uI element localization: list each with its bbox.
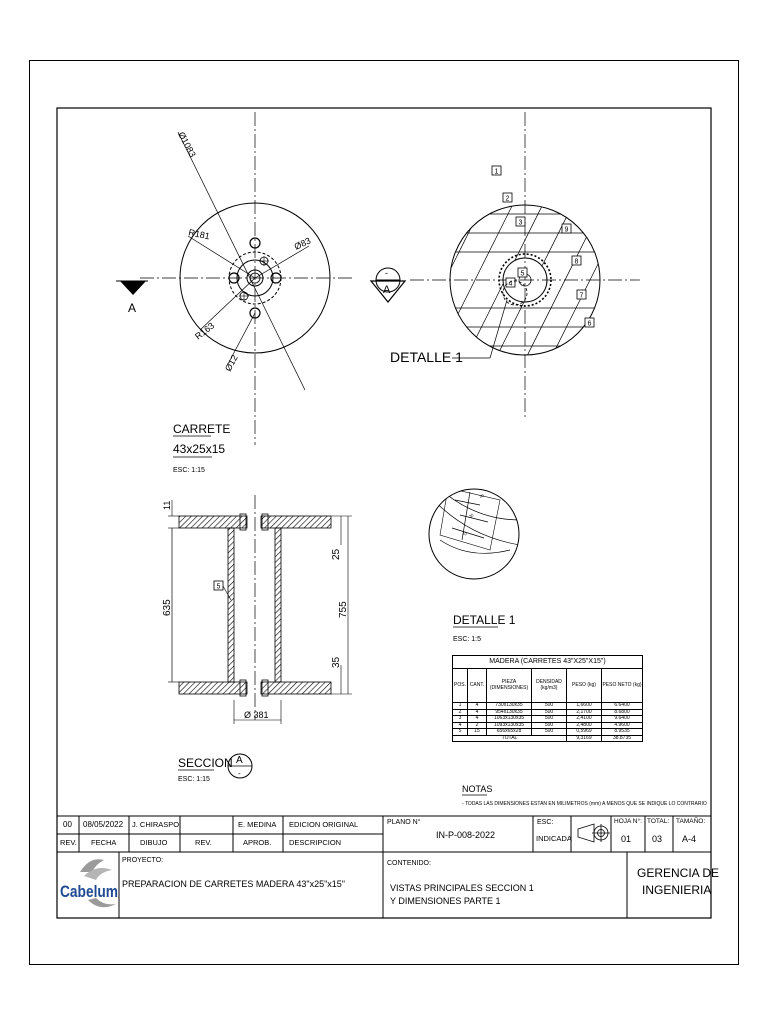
table-cell: 8.9535 xyxy=(602,729,643,736)
logo-text: Cabelum xyxy=(60,882,118,901)
table-total-peso: 9,3169 xyxy=(567,735,602,742)
tamano-label: TAMAÑO: xyxy=(676,818,706,825)
detail-title: DETALLE 1 xyxy=(453,613,516,627)
balloon-4: 4 xyxy=(508,280,513,288)
detail-scale: ESC: 1:5 xyxy=(453,636,482,643)
header-aprob: APROB. xyxy=(243,838,272,847)
table-cell: 6.6400 xyxy=(602,703,643,710)
table-cell: 8.6800 xyxy=(602,709,643,716)
hoja-value: 01 xyxy=(621,834,632,844)
header-dibujo: DIBUJO xyxy=(140,838,168,847)
proyecto-value: PREPARACION DE CARRETES MADERA 43"x25"x15" xyxy=(122,879,345,889)
section-view xyxy=(168,495,352,724)
rev-drawn: J. CHIRASPO xyxy=(132,820,180,829)
table-cell: 2,1700 xyxy=(567,709,602,716)
section-arrow-left xyxy=(120,281,146,295)
table-cell: 500 xyxy=(532,709,567,716)
part-5-label: 5 xyxy=(216,583,221,591)
balloon-3: 3 xyxy=(518,219,523,227)
front-view xyxy=(140,112,355,445)
section-scale: ESC: 1:15 xyxy=(178,776,210,783)
carrete-scale: ESC: 1:15 xyxy=(173,467,205,474)
table-header: CANT. xyxy=(468,669,487,703)
table-header: PIEZA (DIMENSIONES) xyxy=(487,669,532,703)
detail-view xyxy=(429,480,520,579)
table-cell: 1,6600 xyxy=(567,703,602,710)
detail-dim-c: 10 xyxy=(461,530,468,537)
table-cell: 4.9600 xyxy=(602,722,643,729)
section-title: SECCION xyxy=(178,756,233,770)
carrete-title: CARRETE xyxy=(173,422,231,436)
dim-d1083: Ø1083 xyxy=(176,130,198,159)
table-cell: 2 xyxy=(453,709,468,716)
table-cell: 730x130x35 xyxy=(487,703,532,710)
table-cell: 3 xyxy=(453,716,468,723)
table-cell: 4 xyxy=(468,709,487,716)
notes-title: NOTAS xyxy=(462,784,493,794)
contenido-line1: VISTAS PRINCIPALES SECCION 1 xyxy=(390,883,534,893)
table-cell: 9.6400 xyxy=(602,716,643,723)
contenido-label: CONTENIDO: xyxy=(387,860,431,867)
dim-25: 25 xyxy=(331,548,342,560)
table-cell: 2 xyxy=(468,722,487,729)
total-value: 03 xyxy=(652,834,663,844)
notes-text: - TODAS LAS DIMENSIONES ESTAN EN MILIMETROS (mm) A MENOS QUE SE INDIQUE LO CONTRARIO xyxy=(462,801,707,807)
balloon-2: 2 xyxy=(505,195,510,203)
tamano-value: A-4 xyxy=(682,834,697,844)
plank-view xyxy=(400,112,660,430)
dim-r181: R181 xyxy=(187,227,211,242)
drawing-frame xyxy=(57,108,711,918)
balloon-6: 6 xyxy=(587,320,592,328)
table-cell: 4 xyxy=(468,703,487,710)
table-cell: 500 xyxy=(532,703,567,710)
plano-value: IN-P-008-2022 xyxy=(436,830,496,840)
table-title: MADERA (CARRETES 43"X25"X15") xyxy=(453,656,643,669)
contenido-line2: Y DIMENSIONES PARTE 1 xyxy=(390,896,501,906)
dim-d12: Ø12 xyxy=(222,353,240,373)
balloon-1: 1 xyxy=(494,168,499,176)
balloon-5: 5 xyxy=(520,270,525,278)
table-total-label: TOTAL xyxy=(453,735,567,742)
section-bubble-sub: - xyxy=(238,769,241,778)
table-total-row xyxy=(453,735,643,742)
table-cell: 500 xyxy=(532,716,567,723)
weight-table xyxy=(452,655,643,742)
table-header: DENSIDAD (kg/m3) xyxy=(532,669,567,703)
table-cell: 2,4100 xyxy=(567,716,602,723)
esc-label: ESC: xyxy=(537,819,554,826)
table-total-neto: 38.8735 xyxy=(602,735,643,742)
detail-dim-a: 30 xyxy=(478,492,485,499)
balloon-9: 9 xyxy=(564,226,569,234)
section-marker-top: - xyxy=(385,268,388,278)
rev-description: EDICION ORIGINAL xyxy=(289,820,359,829)
table-cell: 15 xyxy=(468,729,487,736)
table-cell: 500 xyxy=(532,722,567,729)
table-cell: 4 xyxy=(453,722,468,729)
table-header: POS. xyxy=(453,669,468,703)
esc-value: INDICADA xyxy=(536,834,572,843)
detail-dim-b: 35 xyxy=(468,512,475,519)
table-cell: 0,5969 xyxy=(567,729,602,736)
plano-label: PLANO N° xyxy=(387,819,421,826)
table-cell: 5 xyxy=(453,729,468,736)
header-fecha: FECHA xyxy=(91,838,117,847)
table-cell: 1093x130x35 xyxy=(487,722,532,729)
balloon-7: 7 xyxy=(579,292,584,300)
rev-number: 00 xyxy=(63,820,72,829)
balloon-8: 8 xyxy=(574,258,579,266)
header-rev2: REV. xyxy=(195,838,212,847)
dim-755: 755 xyxy=(338,601,349,618)
table-header: PESO NETO (kg) xyxy=(602,669,643,703)
table-cell: 1063x130x35 xyxy=(487,716,532,723)
table-cell: 1 xyxy=(453,703,468,710)
table-cell: 656x65x28 xyxy=(487,729,532,736)
dim-381: Ø 381 xyxy=(244,710,269,720)
projection-symbol xyxy=(578,824,610,842)
carrete-size: 43x25x15 xyxy=(173,442,226,456)
table-cell: 954x130x35 xyxy=(487,709,532,716)
dim-r163: R163 xyxy=(193,320,217,342)
title-block-lines xyxy=(57,816,711,918)
dim-35: 35 xyxy=(331,656,342,668)
department-line2: INGENIERIA xyxy=(642,883,712,897)
table-cell: 4 xyxy=(468,716,487,723)
header-rev: REV. xyxy=(60,838,77,847)
hoja-label: HOJA N°: xyxy=(614,818,642,825)
department-line1: GERENCIA DE xyxy=(637,866,720,880)
table-cell: 500 xyxy=(532,729,567,736)
rev-approved: E. MEDINA xyxy=(238,820,277,829)
section-marker-bottom: A xyxy=(383,284,391,296)
dim-635: 635 xyxy=(162,599,173,616)
section-letter-left: A xyxy=(128,301,137,315)
header-descripcion: DESCRIPCION xyxy=(289,838,342,847)
section-bubble-letter: A xyxy=(236,755,243,766)
detail-label: DETALLE 1 xyxy=(390,349,463,365)
rev-date: 08/05/2022 xyxy=(83,820,124,829)
table-cell: 2,4800 xyxy=(567,722,602,729)
dim-d83: Ø83 xyxy=(292,235,313,252)
total-label: TOTAL: xyxy=(647,818,670,825)
proyecto-label: PROYECTO: xyxy=(122,857,164,864)
table-header: PESO (kg) xyxy=(567,669,602,703)
dim-11: 11 xyxy=(162,500,172,510)
